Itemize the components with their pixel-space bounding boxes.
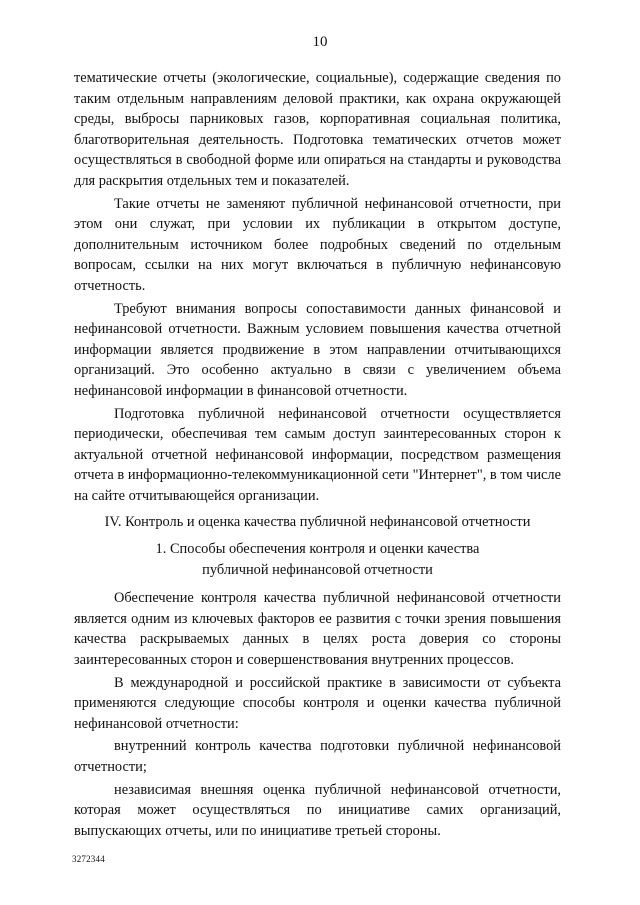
- paragraph-publication: Подготовка публичной нефинансовой отчетности осуществляется периодически, обеспечивая тем самым доступ заинтересованных сторон к актуальной отчетной нефинансовой информации, посредством размещения отчета в информационно-телекоммуникационной сети "Интернет", в том числе на сайте отчитывающейся организации.: [74, 405, 561, 504]
- document-body: [74, 68, 561, 841]
- page-number: 10: [312, 34, 328, 50]
- paragraph-methods-intro: В международной и российской практике в зависимости от субъекта применяются следующие способы контроля и оценки качества публичной нефинансовой отчетности:: [74, 674, 561, 732]
- paragraph-additional-source: Такие отчеты не заменяют публичной нефинансовой отчетности, при этом они служат, при условии их публикации в открытом доступе, дополнительным источником более подробных сведений по отдельным вопросам, ссылки на них могут включаться в публичную нефинансовую отчетность.: [74, 195, 561, 294]
- list-item-external-assessment: независимая внешняя оценка публичной нефинансовой отчетности, которая может осуществляться по инициативе самих организаций, выпускающих отчеты, или по инициативе третьей стороны.: [74, 781, 561, 839]
- section-heading: IV. Контроль и оценка качества публичной нефинансовой отчетности: [104, 514, 531, 531]
- document-code: 3272344: [72, 854, 105, 864]
- subsection-heading: 1. Способы обеспечения контроля и оценки качества публичной нефинансовой отчетности: [155, 541, 480, 578]
- list-item-internal-control: внутренний контроль качества подготовки публичной нефинансовой отчетности;: [74, 738, 561, 775]
- paragraph-thematic-reports: тематические отчеты (экологические, социальные), содержащие сведения по таким отдельным направлениям деловой практики, как охрана окружающей среды, выбросы парниковых газов, корпоративная социальная политика, благотворительная деятельность. Подготовка тематических отчетов может осуществляться в свободной форме или опираться на стандарты и руководства для раскрытия отдельных тем и показателей.: [74, 70, 561, 189]
- paragraph-comparability: Требуют внимания вопросы сопоставимости данных финансовой и нефинансовой отчетности. Важным условием повышения качества отчетной информации является продвижение в этом направлении отчитывающихся организаций. Это особенно актуально в связи с увеличением объема нефинансовой информации в финансовой отчетности.: [74, 300, 561, 399]
- paragraph-quality-control: Обеспечение контроля качества публичной нефинансовой отчетности является одним из ключевых факторов ее развития с точки зрения повышения качества раскрываемых данных в целях роста доверия со стороны заинтересованных сторон и совершенствования внутренних процессов.: [74, 590, 561, 669]
